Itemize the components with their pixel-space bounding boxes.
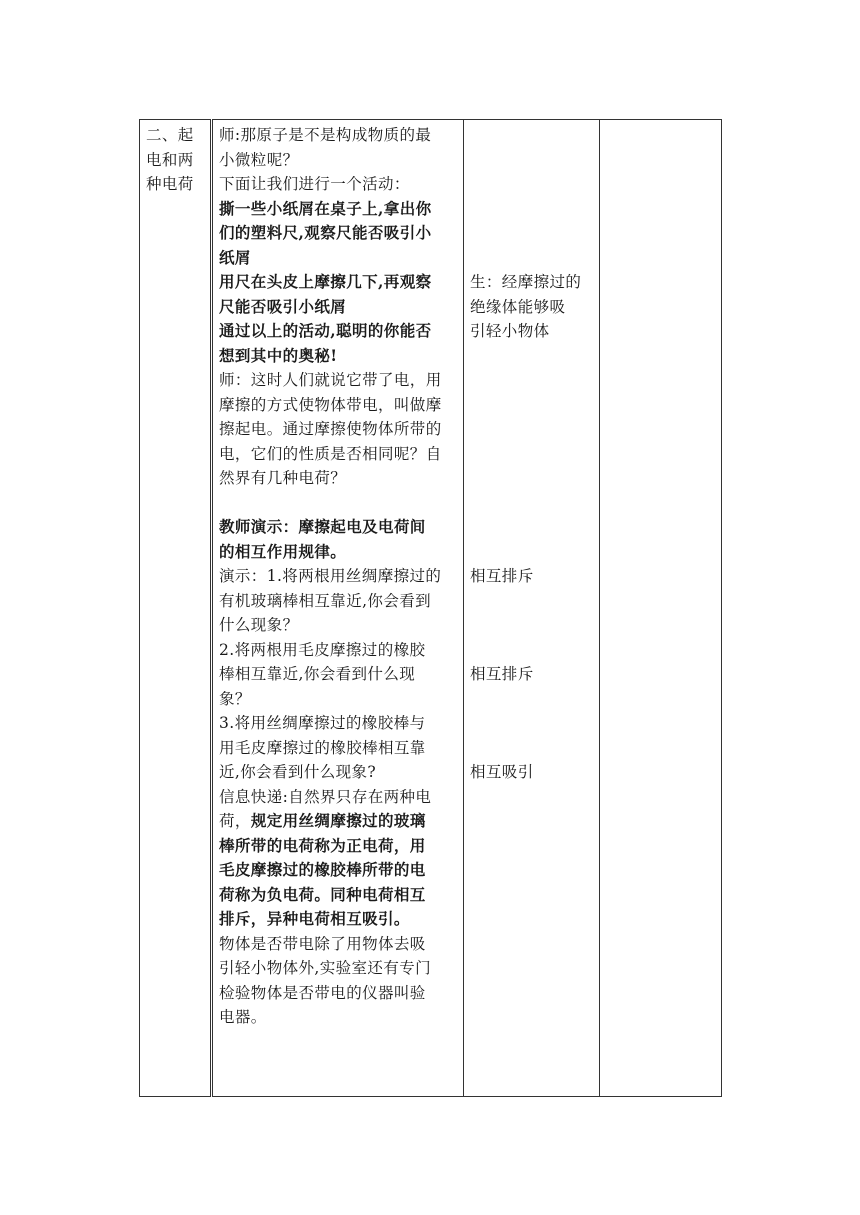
teacher-text-line: [219, 491, 457, 516]
teacher-text-line: 撕一些小纸屑在桌子上,拿出你: [219, 198, 432, 218]
notes-cell: [600, 120, 722, 1097]
student-spacer: [470, 466, 593, 491]
teacher-activity-cell: [212, 120, 464, 1097]
student-spacer: [470, 540, 593, 565]
student-spacer: [470, 711, 593, 736]
student-spacer: [470, 148, 593, 173]
student-activity-cell: [464, 120, 600, 1097]
teacher-text-line: 2.将两根用毛皮摩擦过的橡胶: [219, 640, 426, 659]
notes-text: [600, 120, 721, 123]
student-text-line: 生：经摩擦过的: [470, 273, 582, 291]
student-text-line: 绝缘体能够吸: [470, 297, 566, 316]
teacher-text-line: 纸屑: [219, 247, 251, 267]
student-spacer: [470, 368, 593, 393]
teacher-text-line: 什么现象？: [219, 616, 299, 634]
student-spacer: [470, 613, 593, 638]
teacher-text-line: 有机玻璃棒相互靠近,你会看到: [219, 591, 432, 610]
teacher-text-line: 用尺在头皮上摩擦几下,再观察: [219, 272, 432, 291]
teacher-text-line: 擦起电。通过摩擦使物体所带的: [219, 420, 442, 438]
section-title-line: 二、起: [146, 126, 194, 144]
teacher-text-line: 电，它们的性质是否相同呢？自: [219, 444, 442, 463]
teacher-text-line: 3.将用丝绸摩擦过的橡胶棒与: [219, 714, 426, 732]
student-spacer: [470, 123, 593, 148]
student-text-line: 相互排斥: [470, 567, 534, 585]
teacher-activity-text: [213, 120, 463, 1030]
teacher-text-line: 棒相互靠近,你会看到什么现: [219, 665, 416, 683]
student-spacer: [470, 221, 593, 246]
student-spacer: [470, 589, 593, 614]
student-text-line: 引轻小物体: [470, 322, 550, 340]
student-spacer: [470, 246, 593, 271]
lesson-row: [140, 120, 722, 1097]
student-spacer: [470, 736, 593, 761]
teacher-text-line: 下面让我们进行一个活动：: [219, 175, 410, 193]
student-spacer: [470, 197, 593, 222]
teacher-text-line: 检验物体是否带电的仪器叫验: [219, 983, 426, 1002]
teacher-text-line: 引轻小物体外,实验室还有专门: [219, 959, 432, 977]
teacher-text-line: 排斥，异种电荷相互吸引。: [219, 909, 410, 928]
teacher-text-line: 教师演示：摩擦起电及电荷间: [219, 517, 426, 536]
section-title-line: 电和两: [146, 150, 194, 169]
teacher-text-line: 小微粒呢？: [219, 150, 299, 169]
student-spacer: [470, 417, 593, 442]
teacher-text-line: 演示：1.将两根用丝绸摩擦过的: [219, 567, 442, 585]
teacher-text-line: 毛皮摩擦过的橡胶棒所带的电: [219, 860, 426, 879]
teacher-text-line: 然界有几种电荷？: [219, 469, 347, 487]
teacher-text-line: 近,你会看到什么现象?: [219, 763, 377, 781]
teacher-text-line: 想到其中的奥秘!: [219, 345, 338, 365]
student-spacer: [470, 172, 593, 197]
student-spacer: [470, 344, 593, 369]
teacher-text-line: 的相互作用规律。: [219, 541, 347, 561]
teacher-text-line: 信息快递:自然界只存在两种电: [219, 787, 432, 806]
student-activity-text: [464, 120, 599, 785]
teacher-text-line: 摩擦的方式使物体带电，叫做摩: [219, 395, 442, 414]
student-spacer: [470, 393, 593, 418]
section-title-line: 种电荷: [146, 175, 194, 193]
student-spacer: [470, 687, 593, 712]
teacher-text-line: 用毛皮摩擦过的橡胶棒相互靠: [219, 738, 426, 757]
student-spacer: [470, 442, 593, 467]
student-spacer: [470, 515, 593, 540]
teacher-text-line: 师：这时人们就说它带了电，用: [219, 371, 442, 389]
teacher-text-line: 尺能否吸引小纸屑: [219, 296, 347, 316]
teacher-text-line: 电器。: [219, 1008, 267, 1026]
teacher-text-line: 师:那原子是不是构成物质的最: [219, 126, 432, 144]
section-cell: [140, 120, 212, 1097]
teacher-text-line: 象？: [219, 689, 251, 708]
teacher-text-line: 物体是否带电除了用物体去吸: [219, 934, 426, 953]
teacher-text-line: 荷，规定用丝绸摩擦过的玻璃: [219, 811, 426, 830]
lesson-table: [139, 119, 722, 1097]
student-text-line: 相互排斥: [470, 665, 534, 683]
teacher-text-line: 棒所带的电荷称为正电荷，用: [219, 835, 426, 855]
teacher-text-line: 荷称为负电荷。同种电荷相互: [219, 884, 426, 904]
teacher-text-line: 们的塑料尺,观察尺能否吸引小: [219, 223, 432, 242]
student-text-line: 相互吸引: [470, 763, 534, 781]
student-spacer: [470, 638, 593, 663]
section-title: [140, 120, 210, 197]
teacher-text-line: 通过以上的活动,聪明的你能否: [219, 321, 432, 340]
student-spacer: [470, 491, 593, 516]
